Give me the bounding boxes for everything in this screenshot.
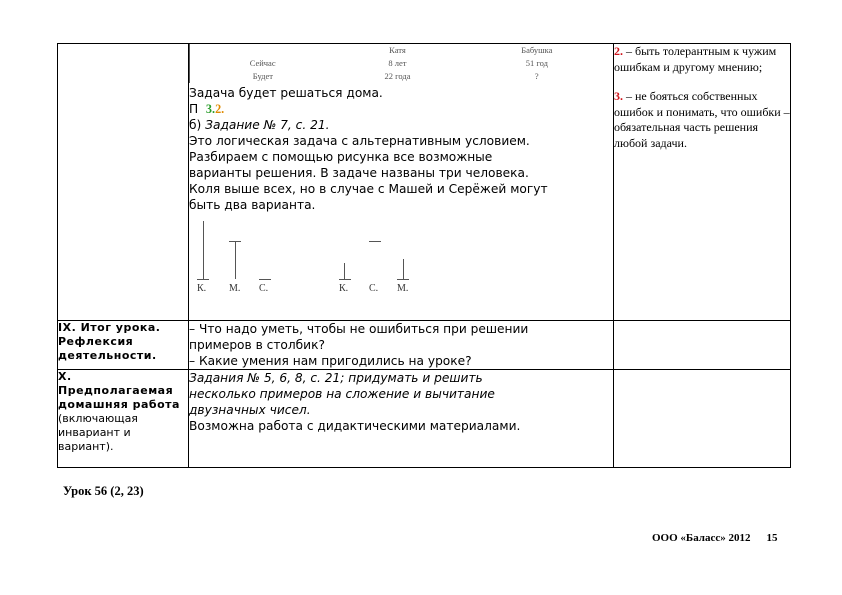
height-diagram (189, 221, 607, 295)
bar-m2 (403, 259, 404, 279)
age-table-cell: 8 лет (388, 58, 407, 68)
bar-k1 (203, 221, 204, 279)
page-footer (652, 532, 777, 544)
goal-item: 3. – не бояться собственных ошибок и понимать, что ошибки – обязательная часть решения любой задачи. (614, 89, 790, 150)
age-table-header: Бабушка (521, 45, 553, 55)
publisher: ООО «Баласс» 2012 (652, 532, 751, 544)
age-table-cell: Сейчас (249, 58, 276, 68)
diagram-label: К. (339, 283, 349, 294)
stage-cell-empty (58, 44, 189, 321)
diagram-label: С. (259, 283, 269, 294)
text-line: П 3.2. (189, 102, 225, 116)
age-table-cell: 51 год (525, 58, 548, 68)
empty-cell (614, 321, 791, 370)
bar-m1 (235, 241, 236, 279)
empty-cell (614, 370, 791, 468)
stage-title: X. Предполагаемая домашняя работа (58, 370, 180, 411)
age-table (189, 44, 607, 83)
table-row (58, 44, 791, 321)
stage-cell (58, 321, 189, 370)
content-cell (189, 44, 614, 321)
bar-s1 (259, 279, 271, 280)
stage-cell (58, 370, 189, 468)
bar-k2 (344, 263, 345, 279)
content-cell: – Что надо уметь, чтобы не ошибиться при решении примеров в столбик? – Какие умения нам пригодились на уроке? (189, 321, 614, 370)
text-line: б) Задание № 7, с. 21. (189, 118, 330, 132)
table-row (58, 370, 791, 468)
lesson-table (57, 43, 791, 468)
goal-item: 2. – быть толерантным к чужим ошибкам и другому мнению; (614, 44, 777, 74)
lesson-title: Урок 56 (2, 23) (63, 484, 144, 498)
number-green: 3. (205, 102, 216, 116)
age-table-cell: ? (534, 71, 539, 81)
age-table-header: Катя (389, 45, 406, 55)
diagram-label: М. (229, 283, 241, 294)
text-line: Задача будет решаться дома. (189, 86, 383, 100)
diagram-label: С. (369, 283, 379, 294)
goals-cell (614, 44, 791, 321)
paragraph: Это логическая задача с альтернативным условием. Разбираем с помощью рисунка все возможные варианты решения. В задаче названы три человека. Коля выше всех, но в случае с Машей и Серёжей могут быть два варианта. (189, 134, 548, 212)
table-row (58, 321, 791, 370)
bar-s2 (369, 241, 381, 242)
stage-title: IX. Итог урока. Рефлексия деятельности. (58, 321, 161, 362)
task-reference: Задание № 7, с. 21. (205, 118, 330, 132)
number-orange: 2. (215, 102, 225, 116)
age-table-cell: Будет (252, 71, 273, 81)
diagram-label: К. (197, 283, 207, 294)
stage-note: (включающая инвариант и вариант). (58, 412, 138, 453)
content-cell: Задания № 5, 6, 8, с. 21; придумать и решить несколько примеров на сложение и вычитание двузначных чисел. Возможна работа с дидактическими материалами. (189, 370, 614, 468)
age-table-cell: 22 года (384, 71, 411, 81)
page-number: 15 (766, 532, 778, 544)
diagram-label: М. (397, 283, 409, 294)
